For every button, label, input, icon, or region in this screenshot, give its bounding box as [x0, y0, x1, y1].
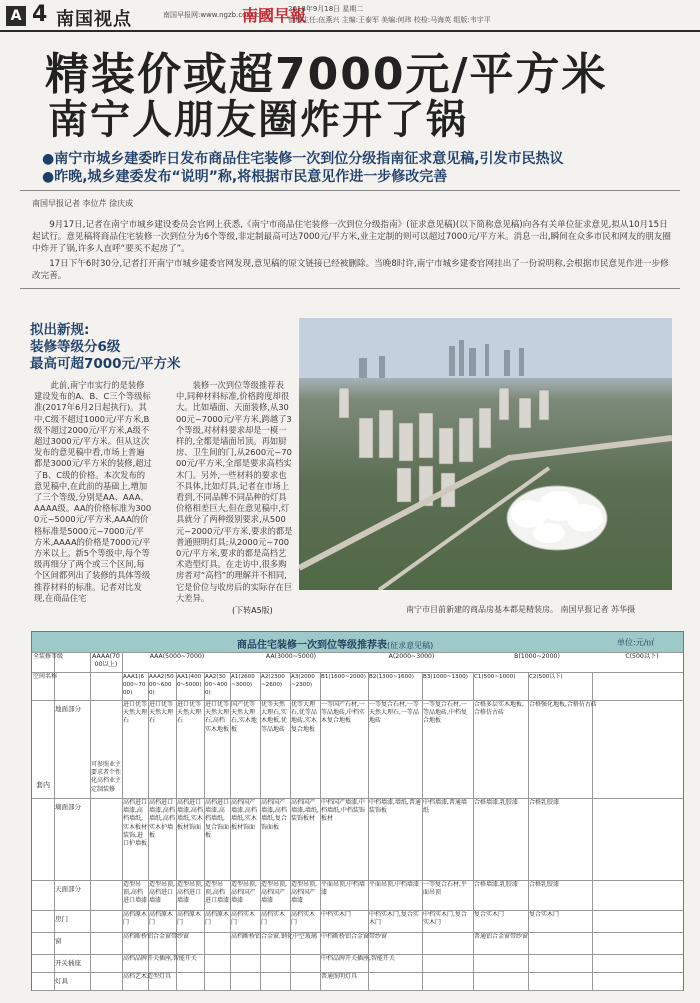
- table-cell: 中档实木门: [321, 911, 352, 918]
- table-cell: 一等国产石材,一等品地砖,中档实木复合地板: [321, 701, 365, 725]
- headline-line2: 南宁人朋友圈炸开了锅: [48, 97, 468, 143]
- table-cell: 高档国产墙漆,高档墙纸,复合饰面板: [261, 799, 287, 831]
- intro-paragraph-2: 17日下午6时30分,记者打开南宁市城乡建委官网发现,意见稿的原文链接已经被删除。当晚8时许,南宁市城乡建委官网挂出了一份说明称,会根据市民意见作进一步修改完善。: [32, 259, 669, 281]
- table-cell: 普通照明灯具: [321, 973, 358, 980]
- table-cell: 中档墙漆,墙纸,普通装饰板: [369, 799, 421, 815]
- table-cell: 中档实木门,复合实木门: [369, 911, 419, 927]
- photo-illustration: [299, 318, 672, 590]
- table-cell: 一等复合石材,一等天然大理石,一等品地砖: [369, 701, 419, 725]
- table-cell: 复合实木门: [529, 911, 560, 918]
- divider: [20, 190, 680, 191]
- sidebar-heading: [30, 322, 181, 373]
- grade-group-header: C(500以下): [625, 653, 659, 660]
- page-header: [0, 0, 700, 32]
- table-cell: 高档断桥铝合金窗,钢化中空玻璃: [231, 933, 317, 940]
- staff-line: 值班主任:伍燕兴 主编:王泰军 美编:何玮 校检:马海英 组版:韦宇平: [288, 16, 491, 24]
- table-cell: 高档原木门: [149, 911, 174, 927]
- sidebar-heading-line3: 最高可超7000元/平方米: [30, 356, 181, 372]
- table-cell: 造型吊顶,高档国产墙漆: [231, 881, 257, 905]
- table-cell: 高档品牌开关插座,智能开关: [123, 955, 197, 962]
- row-name: 灯具: [55, 977, 68, 985]
- sub-grade-header: B3(1000~1300): [423, 674, 468, 680]
- table-cell: 合格墙漆,乳胶漆: [474, 881, 518, 888]
- table-cell: 优等天然大理石,实木地板,优等品地砖: [261, 701, 287, 733]
- table-cell: 进口优等天然大理石: [177, 701, 202, 725]
- sub-grade-header: A1(2600~3000): [231, 674, 255, 689]
- table-cell: 造型吊顶,高档进口墙漆: [123, 881, 147, 905]
- grade-group-header: A(2000~3000): [388, 653, 435, 660]
- byline: 南国早报记者 李位芹 徐庆成: [32, 199, 134, 208]
- table-cell: 国产优等天然大理石,实木地板: [231, 701, 257, 733]
- table-cell: 平面吊顶,中档墙漆: [321, 881, 365, 897]
- row-name: 地面部分: [55, 705, 81, 713]
- table-cell: 高档进口墙漆,高档墙纸,高档实木护墙板: [149, 799, 175, 839]
- table-cell: 造型吊顶,高档进口墙漆: [177, 881, 203, 905]
- table-cell: 造型吊顶,高档国产墙漆: [261, 881, 287, 905]
- sidebar-heading-line1: 拟出新规:: [30, 322, 90, 338]
- row-name: 房门: [55, 915, 68, 923]
- sub-grade-header: AA1(4000~5000): [177, 674, 202, 689]
- table-cell: 造型吊顶,高档进口墙漆: [149, 881, 175, 905]
- photo-caption: 南宁市目前新建的商品房基本都是精装房。 南国早报记者 苏华摄: [406, 605, 636, 614]
- table-cell: 中档品牌开关插座,智能开关: [321, 955, 395, 962]
- table-cell: 高档进口墙漆,高档墙纸,复合饰面板: [205, 799, 229, 839]
- table-cell: 一等复合石材,平面吊顶: [423, 881, 467, 897]
- table-cell: 合格乳胶漆: [529, 799, 560, 806]
- table-cell: 中档墙漆,普通墙纸: [423, 799, 467, 815]
- aaaa-note: 可参照业主要求者个性化高档业主定制装修: [91, 761, 121, 793]
- table-cell: 平面吊顶,中档墙漆: [369, 881, 419, 888]
- table-cell: 进口优等天然大理石,高档实木地板: [205, 701, 229, 733]
- table-corner-top: 全装修等级: [33, 653, 64, 660]
- grade-table: [31, 631, 684, 991]
- newspaper-logo: 南國早報: [242, 6, 307, 25]
- sub-grade-header: AAA2(5000~6000): [149, 674, 174, 697]
- section-name: 南国视点: [56, 9, 132, 30]
- table-cell: 合格强化地板,合格仿古砖: [529, 701, 597, 708]
- row-group-label: 套内: [36, 781, 50, 789]
- table-cell: 高档实木门: [291, 911, 316, 927]
- sub-grade-header: AAA1(6000~7000): [123, 674, 146, 697]
- table-rule: [32, 990, 683, 991]
- article-column-1: 此前,南宁市实行的是装修建设发布的A、B、C三个等级标准(2017年6月2日起执行)。其中,C级不超过1000元/平方米,B级不超过2000元/平方米,A级不超过3000元/平方米。但从这次发布的意见稿中看,市场上普遍都是3000元/平方米的装修,超过了B、C级的价格。本次发布的意见稿中,在此前的基础上,增加了三个等级,分别是AA、AAA、AAAA级。AA的价格标准为3000元~5000元/平方米,AAA的价格标准是5000元~7000元/平方米,AAAA的价格是7000元/平方米以上。新5个等级中,每个等级再细分了两个或三个区间,每个区间都列出了装修的具体等级推荐材料的标准。记者对比发现,在商品住宅: [34, 380, 152, 603]
- table-cell: 合格乳胶漆: [529, 881, 560, 888]
- site-label: 南国早报网:www.ngzb.com.cn: [163, 11, 264, 19]
- table-cell: 中档断桥铝合金窗带纱窗: [321, 933, 388, 940]
- divider: [20, 288, 680, 289]
- grade-group-header: AAAA(7000以上): [92, 653, 120, 669]
- table-cell: 高档实木门: [231, 911, 256, 927]
- article-column-2: 装修一次到位等级推荐表中,同种材料标准,价格跨度却很大。比如墙面、天面装修,从3000元~7000元/平方米,跨越了3个等级,对材料要求却是一模一样的,全都是墙面吊顶。再如厨房、卫生间的门,从2600元~7000元/平方米,全部是要求高档实木门。另外,一些材料的要求也不具体,比如灯具,记者在市场上看到,不同品牌不同品种的灯具价格相差巨大,但在意见稿中,灯具就分了两种级别要求,从500元~2000元/平方米,要求的都是普通照明灯具;从2000元~7000元/平方米,要求的都是高档艺术造型灯具。在走访中,很多购房者对“高档”的理解并不相同,它是价位与收房后的实际存在巨大差异。: [176, 380, 293, 603]
- sub-grade-header: AA2(3000~4000): [205, 674, 228, 697]
- table-cell: 中档国产墙漆,中档墙纸,中档装饰板材: [321, 799, 365, 823]
- page-number: 4: [32, 2, 48, 27]
- table-title: [237, 636, 433, 651]
- sub-grade-header: A3(2000~2300): [291, 674, 315, 689]
- table-title-note: (征求意见稿): [387, 641, 434, 650]
- page-badge: A: [6, 6, 26, 26]
- table-cell: 造型吊顶,高档进口墙漆: [205, 881, 229, 905]
- table-cell: 高档原木门: [177, 911, 202, 927]
- table-cell: 合格墙漆,乳胶漆: [474, 799, 518, 806]
- sub-grade-header: C2(500以下): [529, 674, 563, 680]
- table-cell: 高档实木门: [261, 911, 286, 927]
- subhead-2: ●昨晚,城乡建委发布“说明”称,将根据市民意见作进一步修改完善: [42, 169, 448, 185]
- table-cell: 进口优等天然大理石: [123, 701, 147, 725]
- table-cell: 高档进口墙漆,高档墙纸,实木板材饰面: [177, 799, 203, 831]
- table-cell: 高档国产墙漆,墙纸,装饰板材: [291, 799, 319, 823]
- sub-grade-header: B1(1600~2000): [321, 674, 366, 680]
- intro-paragraph-1: 9月17日,记者在南宁市城乡建设委员会官网上获悉,《南宁市商品住宅装修一次到位分级指南》(征求意见稿)(以下简称意见稿)向各有关单位征求意见,拟从10月15日起试行。意见稿将商品住宅装修一次到位分为6个等级,非定制最高可达7000元/平方米,业主定制的则可以超过7000元/平方米。消息一出,瞬间在众多市民和网友的朋友圈中炸开了锅,许多人直呼“要买不起房了”。: [32, 220, 671, 254]
- table-title-main: 商品住宅装修一次到位等级推荐表: [237, 640, 387, 651]
- table-cell: 复合实木门: [474, 911, 505, 918]
- table-cell: 高档国产墙漆,高档墙纸,实木板材饰面: [231, 799, 257, 831]
- table-unit: 单位:元/㎡: [617, 638, 655, 647]
- table-cell: 高档原木门: [123, 911, 147, 927]
- sub-grade-header: C1(500~1000): [474, 674, 516, 680]
- table-cell: 高档原木门: [205, 911, 229, 927]
- row-name: 开关插座: [55, 959, 81, 967]
- table-cell: 优等大理石,优等品地砖,实木复合地板: [291, 701, 317, 733]
- table-body: [32, 652, 683, 990]
- city-aerial-photo: [299, 318, 672, 590]
- table-cell: 高档进口墙漆,高档墙纸,实木板材装饰,进口护墙板: [123, 799, 147, 848]
- headline-line1: 精装价或超7000元/平方米: [45, 49, 608, 100]
- grade-group-header: AA(3000~5000): [265, 653, 317, 660]
- sub-grade-header: B2(1300~1600): [369, 674, 414, 680]
- table-cell: 造型吊顶,高档国产墙漆: [291, 881, 317, 905]
- sidebar-heading-line2: 装修等级分6级: [30, 339, 121, 355]
- grade-group-header: B(1000~2000): [514, 653, 560, 660]
- row-name: 墙面部分: [55, 803, 81, 811]
- table-cell: 合格多层实木地板,合格仿古砖: [474, 701, 524, 717]
- grade-group-header: AAA(5000~7000): [149, 653, 205, 660]
- row-name: 天面部分: [55, 885, 81, 893]
- table-cell: 普通铝合金窗带纱窗: [474, 933, 529, 940]
- table-corner-bottom: 空间名称: [33, 673, 58, 680]
- table-cell: 高档艺术造型灯具: [123, 973, 172, 980]
- table-cell: 一等复合石材,一等品地砖,中档复合地板: [423, 701, 467, 725]
- table-cell: 中档实木门,复合实木门: [423, 911, 467, 927]
- row-name: 窗: [55, 937, 62, 945]
- sub-grade-header: A2(2300~2600): [261, 674, 285, 689]
- continued-note: (下转A5版): [232, 606, 273, 615]
- table-cell: 高档断桥铝合金窗带纱窗: [123, 933, 190, 940]
- date-line: 2018年9月18日 星期二: [288, 5, 364, 13]
- table-cell: 进口优等天然大理石: [149, 701, 174, 725]
- subhead-1: ●南宁市城乡建委昨日发布商品住宅装修一次到位分级指南征求意见稿,引发市民热议: [42, 151, 564, 167]
